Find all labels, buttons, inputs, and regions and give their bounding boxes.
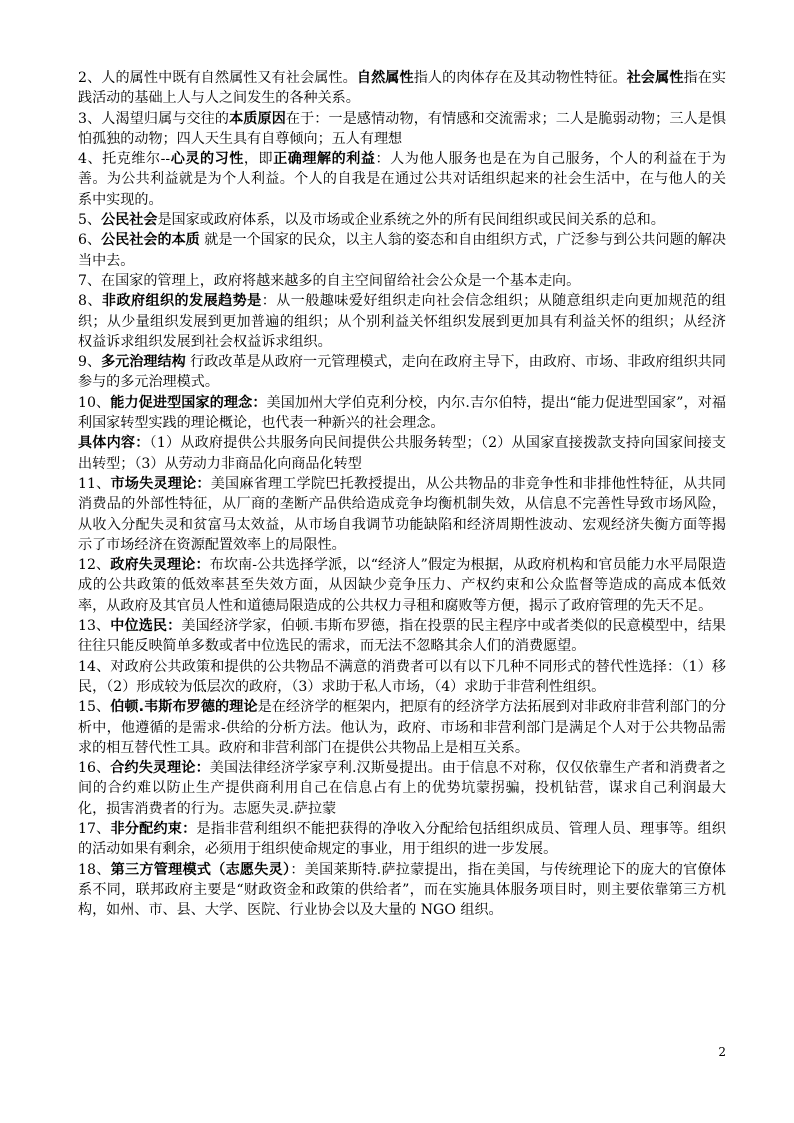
- text-run: 布坎南-公共选择学派，以“经济人”假定为根据，从政府机构和官员能力水平局限造成的公共政策的低效率甚至失效方面，从因缺少竞争压力、产权约束和公众监督等造成的高成本低效率，从政府及其官员人性和道德局限造成的公共权力寻租和腐败等方便，揭示了政府管理的先天不足。: [78, 557, 727, 614]
- text-run: 2、人的属性中既有自然属性又有社会属性。: [78, 70, 357, 86]
- text-run: 10、: [78, 394, 111, 411]
- paragraph: [78, 819, 726, 860]
- bold-term: 伯顿.韦斯布罗德的理论: [110, 699, 258, 716]
- paragraph: [78, 616, 726, 657]
- paragraph: [78, 758, 726, 819]
- bold-term: 正确理解的利益: [273, 151, 376, 168]
- bold-term: 市场失灵理论：: [110, 475, 211, 492]
- bold-term: 公民社会: [101, 212, 158, 229]
- text-run: 美国经济学家，伯顿.韦斯布罗德，指在投票的民主程序中或者类似的民意模型中，结果往往只能反映简单多数或者中位选民的需求，而无法不忽略其余人们的消费愿望。: [78, 618, 727, 655]
- text-run: 指在实践活动的基础上人与人之间发生的各种关系。: [78, 70, 727, 107]
- text-run: 9、: [78, 354, 102, 371]
- bold-term: 中位选民：: [110, 618, 182, 635]
- paragraph: [78, 230, 726, 271]
- text-run: 11、: [78, 475, 111, 492]
- paragraph: [78, 474, 726, 555]
- bold-term: 第三方管理模式（志愿失灵）: [110, 861, 291, 878]
- paragraph: [78, 291, 726, 352]
- paragraph: [78, 555, 726, 616]
- text-run: 5、: [78, 212, 102, 229]
- text-run: 14、对政府公共政策和提供的公共物品不满意的消费者可以有以下几种不同形式的替代性选择：（1）移民，（2）形成较为低层次的政府，（3）求助于私人市场，（4）求助于非营利性组织。: [78, 658, 726, 695]
- text-run: 行政改革是从政府一元管理模式，走向在政府主导下，由政府、市场、非政府组织共同参与的多元治理模式。: [78, 354, 726, 391]
- bold-term: 合约失灵理论：: [110, 760, 210, 777]
- paragraph: [78, 393, 726, 434]
- paragraph: [78, 210, 726, 230]
- paragraph: [78, 697, 726, 758]
- paragraph: [78, 860, 726, 921]
- paragraph: [78, 109, 726, 150]
- bold-term: 政府失灵理论：: [110, 557, 210, 574]
- text-run: ：人为他人服务也是在为自己服务，个人的利益在于为善。为公共利益就是为个人利益。个人的自我是在通过公共对话组织起来的社会生活中，在与他人的关系中实现的。: [78, 151, 727, 208]
- paragraph: [78, 657, 726, 698]
- bold-term: 自然属性: [356, 70, 414, 86]
- text-run: 17、: [78, 820, 111, 837]
- text-run: 美国麻省理工学院巴托教授提出，从公共物品的非竞争性和非排他性特征，从共同消费品的外部性特征，从厂商的垄断产品供给造成竞争均衡机制失效，从信息不完善性导致市场风险，从收入分配失灵和贫富马太效益，从市场自我调节功能缺陷和经济周期性波动、宏观经济失衡方面等揭示了市场经济在资源配置效率上的局限性。: [78, 475, 727, 553]
- text-run: 8、: [78, 293, 102, 310]
- text-run: ，即: [243, 151, 274, 168]
- text-run: 是国家或政府体系，以及市场或企业系统之外的所有民间组织或民间关系的总和。: [157, 212, 665, 229]
- bold-term: 具体内容：: [78, 435, 150, 452]
- text-run: 是在经济学的框架内，把原有的经济学方法拓展到对非政府非营利部门的分析中，他遵循的是需求-供给的分析方法。他认为，政府、市场和非营利部门是满足个人对于公共物品需求的相互替代性工具。政府和非营利部门在提供公共物品上是相互关系。: [78, 699, 727, 756]
- text-run: 12、: [78, 557, 111, 574]
- paragraph: [78, 271, 726, 291]
- bold-term: 社会属性: [626, 70, 684, 86]
- text-run: 3、人渴望归属与交往的: [78, 110, 230, 127]
- text-run: 就是一个国家的民众，以主人翁的姿态和自由组织方式，广泛参与到公共问题的解决当中去。: [78, 232, 727, 269]
- bold-term: 心灵的习性: [170, 151, 244, 168]
- paragraph: [78, 352, 726, 393]
- text-run: ：美国莱斯特.萨拉蒙提出，指在美国，与传统理论下的庞大的官僚体系不同，联邦政府主要是“财政资金和政策的供给者”，而在实施具体服务项目时，则主要依靠第三方机构，如州、市、县、大学、医院、行业协会以及大量的 NGO 组织。: [78, 861, 726, 919]
- paragraph: [78, 68, 726, 109]
- text-run: 16、: [78, 760, 111, 777]
- text-run: 6、: [78, 232, 102, 249]
- text-run: 指人的肉体存在及其动物性特征。: [413, 70, 627, 86]
- bold-term: 非政府组织的发展趋势是: [101, 293, 262, 310]
- bold-term: 非分配约束：: [110, 820, 197, 837]
- bold-term: 公民社会的本质: [101, 232, 200, 249]
- document-body: [78, 68, 726, 920]
- paragraph: [78, 433, 726, 474]
- paragraph: [78, 149, 726, 210]
- text-run: 4、托克维尔--: [78, 151, 171, 168]
- text-run: 美国法律经济学家亨利.汉斯曼提出。由于信息不对称，仅仅依靠生产者和消费者之间的合约难以防止生产提供商利用自己在信息占有上的优势坑蒙拐骗，投机钻营，谋求自己利润最大化，损害消费者的行为。志愿失灵.萨拉蒙: [78, 760, 727, 817]
- text-run: 在于：一是感情动物，有情感和交流需求；二人是脆弱动物；三人是惧怕孤独的动物；四人天生具有自尊倾向；五人有理想: [78, 110, 727, 147]
- bold-term: 本质原因: [229, 110, 286, 127]
- bold-term: 能力促进型国家的理念：: [110, 394, 267, 411]
- text-run: 是指非营利组织不能把获得的净收入分配给包括组织成员、管理人员、理事等。组织的活动如果有剩余，必须用于组织使命规定的事业，用于组织的进一步发展。: [78, 820, 727, 858]
- text-run: 7、在国家的管理上，政府将越来越多的自主空间留给社会公众是一个基本走向。: [78, 272, 581, 289]
- page-number: 2: [718, 1045, 726, 1059]
- text-run: ：从一般趣味爱好组织走向社会信念组织；从随意组织走向更加规范的组织；从少量组织发展到更加普遍的组织；从个别利益关怀组织发展到更加具有利益关怀的组织；从经济权益诉求组织发展到社会权益诉求组织。: [78, 293, 727, 350]
- text-run: 13、: [78, 618, 111, 635]
- bold-term: 多元治理结构: [101, 354, 186, 371]
- text-run: 18、: [78, 861, 111, 878]
- text-run: （1）从政府提供公共服务向民间提供公共服务转型；（2）从国家直接拨款支持向国家间接支出转型；（3）从劳动力非商品化向商品化转型: [78, 435, 726, 472]
- text-run: 15、: [78, 699, 111, 716]
- text-run: 美国加州大学伯克利分校，内尔.吉尔伯特，提出“能力促进型国家”，对福利国家转型实践的理论概论，也代表一种新兴的社会理念。: [78, 394, 727, 432]
